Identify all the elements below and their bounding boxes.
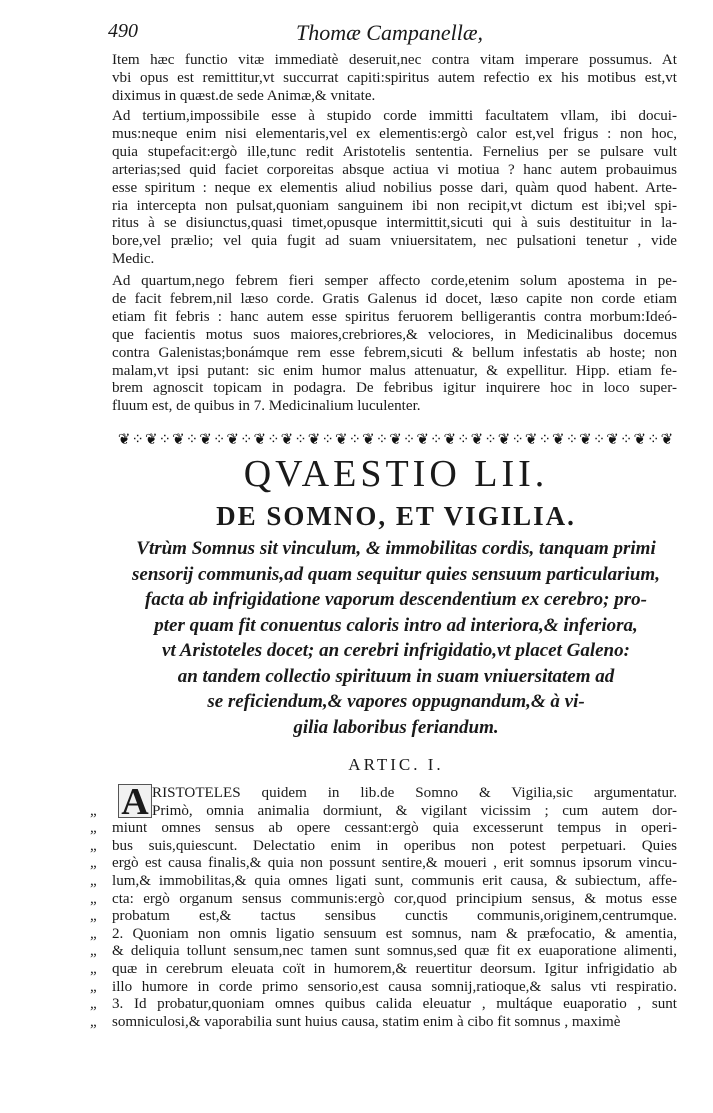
text-line: Ad tertium,impossibile esse à stupido corde immitti facultatem vllam, ibi docui- bbox=[112, 108, 677, 124]
quotation-mark: „ bbox=[90, 960, 97, 977]
quartum-paragraph bbox=[112, 273, 677, 416]
article-line-text: probatum est,& tactus sensibus cunctis communis,originem,centrumque. bbox=[112, 908, 677, 925]
quotation-mark: „ bbox=[90, 908, 97, 925]
article-line-text: 3. Id probatur,quoniam omnes quibus calida eleuatur , multáque euaporatio , sunt bbox=[112, 996, 677, 1013]
argument-line: Vtrùm Somnus sit vinculum, & immobilitas cordis, tanquam primi bbox=[136, 538, 656, 559]
quotation-mark: „ bbox=[90, 978, 97, 995]
quotation-mark: „ bbox=[90, 996, 97, 1013]
text-line: diximus in quæst.de sede Animæ,& vnitate. bbox=[112, 87, 376, 104]
article-line bbox=[90, 872, 677, 891]
text-line: Ad quartum,nego febrem fieri semper affecto corde,etenim solum apostema in pe- bbox=[112, 273, 677, 289]
text-line: vbi opus est remittitur,vt succurrat capiti:spiritus autem refectio ex his motibus est,vt bbox=[112, 69, 677, 86]
argument-line: facta ab infrigidatione vaporum descendentium ex cerebro; pro- bbox=[145, 589, 647, 610]
argument-line: pter quam fit conuentus caloris intro ad interiora,& inferiora, bbox=[154, 614, 638, 636]
text-line: Item hæc functio vitæ immediatè deseruit,nec contra vitam imperare possumus. At bbox=[112, 52, 677, 68]
article-line bbox=[90, 855, 677, 873]
article-line-text: quæ in cerebrum eleuata coït in humorem,& reuertitur deorsum. Igitur infrigidatio ab bbox=[112, 960, 677, 977]
quotation-mark: „ bbox=[90, 925, 97, 942]
text-line: mus:neque enim nisi elementaris,vel ex elementis:ergò calor est,vel frigus : non hoc, bbox=[112, 125, 677, 142]
running-head bbox=[108, 20, 663, 46]
article-line bbox=[90, 960, 677, 979]
argument-line: gilia laboribus feriandum. bbox=[293, 716, 499, 738]
question-title: QVAESTIO LII. bbox=[243, 453, 549, 495]
text-line: quia stupefacit:ergò ille,tunc redit Aristotelis sententia. Fernelius per se pulsare vult bbox=[112, 143, 677, 160]
article-line-text: 2. Quoniam non omnis ligatio sensuum est somnus, nam & præfocatio, & amentia, bbox=[112, 925, 677, 942]
text-line: etiam fit febris : hanc autem esse spiritus feruorem belligerantis contra morbum:Ideó- bbox=[112, 308, 677, 325]
running-title: Thomæ Campanellæ, bbox=[296, 20, 484, 45]
quotation-mark: „ bbox=[90, 820, 97, 837]
text-line: malam,vt ipsi putant: sic enim humor malus attenuatur, & expellitur. Hipp. etiam fe- bbox=[112, 362, 677, 379]
quotation-mark: „ bbox=[90, 802, 97, 819]
article-line-text: cta: ergò organum sensus communis:ergò cor,quod principium sensus, & motus esse bbox=[112, 890, 677, 907]
page-number: 490 bbox=[108, 20, 138, 42]
article-line bbox=[90, 943, 677, 961]
ornament-divider: ❦⁘❦⁘❦⁘❦⁘❦⁘❦⁘❦⁘❦⁘❦⁘❦⁘❦⁘❦⁘❦⁘❦⁘❦⁘❦⁘❦⁘❦⁘❦⁘❦⁘❦ bbox=[117, 432, 675, 448]
text-line: arterias;sed quid faciet corporeitas absque actiua vi motiua ? hanc autem probauimus bbox=[112, 161, 677, 178]
article-line bbox=[90, 890, 677, 909]
article-line bbox=[112, 785, 677, 803]
intro-paragraph bbox=[112, 52, 677, 106]
article-line bbox=[90, 837, 677, 856]
drop-cap: A bbox=[118, 784, 152, 818]
article-line bbox=[90, 996, 677, 1014]
argument-line: an tandem collectio spirituum in suam vniuersitatem ad bbox=[177, 665, 615, 687]
quotation-mark: „ bbox=[90, 855, 97, 872]
article-line-text: & deliquia tollunt sensum,nec tamen sunt somnus,sed quæ fit ex euaporatione alimenti, bbox=[112, 943, 677, 960]
quotation-mark: „ bbox=[90, 890, 97, 907]
text-line: que facientis motus suos maiores,crebriores,& velociores, in Medicinalibus docemus bbox=[112, 326, 677, 343]
text-line: de facit febrem,nil læso corde. Gratis Galenus id docet, læso capite non corde etiam bbox=[112, 290, 677, 307]
article-line-text: illo humore in corde primo sensorio,est causa somnij,ratioque,& salus vti respiratio. bbox=[112, 978, 677, 995]
tertium-paragraph bbox=[112, 108, 677, 269]
article-line bbox=[90, 925, 677, 944]
argument-line: sensorij communis,ad quam sequitur quies sensuum particularium, bbox=[132, 563, 660, 585]
article-line-text: lum,& immobilitas,& quia omnes ligati sunt, communis erit causa, & subiectum, affe- bbox=[112, 872, 677, 889]
article-body bbox=[90, 785, 677, 1031]
text-line: contra Galenistas;bonámque rem esse febrem,sicuti & bellum infestatis ab hoste; non bbox=[112, 344, 677, 361]
text-line: brem agnoscit topicam in podagra. De febribus igitur inquirere hoc in loco super- bbox=[112, 380, 677, 397]
text-line: ritus à se disiunctus,quasi timet,opusque intermittit,sicuti qui à suis destituitur in la- bbox=[112, 215, 677, 232]
quotation-mark: „ bbox=[90, 1013, 97, 1030]
article-line-text: RISTOTELES quidem in lib.de Somno & Vigilia,sic argumentatur. bbox=[152, 785, 677, 801]
argument-line: vt Aristoteles docet; an cerebri infrigidatio,vt placet Galeno: bbox=[162, 640, 630, 661]
article-line-text: miunt omnes sensus ab opere cessant:ergò quia excesserunt tempus in operi- bbox=[112, 820, 677, 837]
article-line-text: somniculosi,& vaporabilia sunt huius causa, statim enim à cibo fit somnus , maximè bbox=[112, 1013, 621, 1030]
question-argument bbox=[112, 536, 680, 740]
article-line bbox=[90, 908, 677, 926]
article-line bbox=[90, 1013, 677, 1032]
article-line-text: ergò est causa finalis,& quia non possunt sentire,& moueri , erit somnus ipsorum vincu- bbox=[112, 855, 677, 872]
article-line-text: Primò, omnia animalia dormiunt, & vigilant vicissim ; cum autem dor- bbox=[152, 802, 677, 819]
argument-line: se reficiendum,& vapores oppugnandum,& à vi- bbox=[207, 691, 585, 712]
article-line bbox=[90, 820, 677, 838]
text-line: Medic. bbox=[112, 251, 155, 268]
quotation-mark: „ bbox=[90, 872, 97, 889]
text-line: bore,vel prælio; vel quia fugit ad suam vniuersitatem, nec pulsationi tenetur , vide bbox=[112, 233, 677, 250]
article-line bbox=[90, 978, 677, 997]
article-line-text: bus suis,quiescunt. Delectatio enim in operibus non potest perpetuari. Quies bbox=[112, 837, 677, 854]
quotation-mark: „ bbox=[90, 943, 97, 960]
article-heading: ARTIC. I. bbox=[348, 755, 444, 774]
question-subtitle: DE SOMNO, ET VIGILIA. bbox=[216, 501, 576, 531]
article-line bbox=[90, 802, 677, 821]
text-line: ria intercepta non pulsat,quoniam sanguinem ibi non recipit,vt dictum est ibi;vel spi- bbox=[112, 197, 677, 214]
text-line: esse spiritum : neque ex elementis aliud nobilius posse dari, quàm quod habent. Arte- bbox=[112, 179, 677, 196]
quotation-mark: „ bbox=[90, 837, 97, 854]
text-line: fluum est, de quibus in 7. Medicinalium luculenter. bbox=[112, 398, 421, 415]
